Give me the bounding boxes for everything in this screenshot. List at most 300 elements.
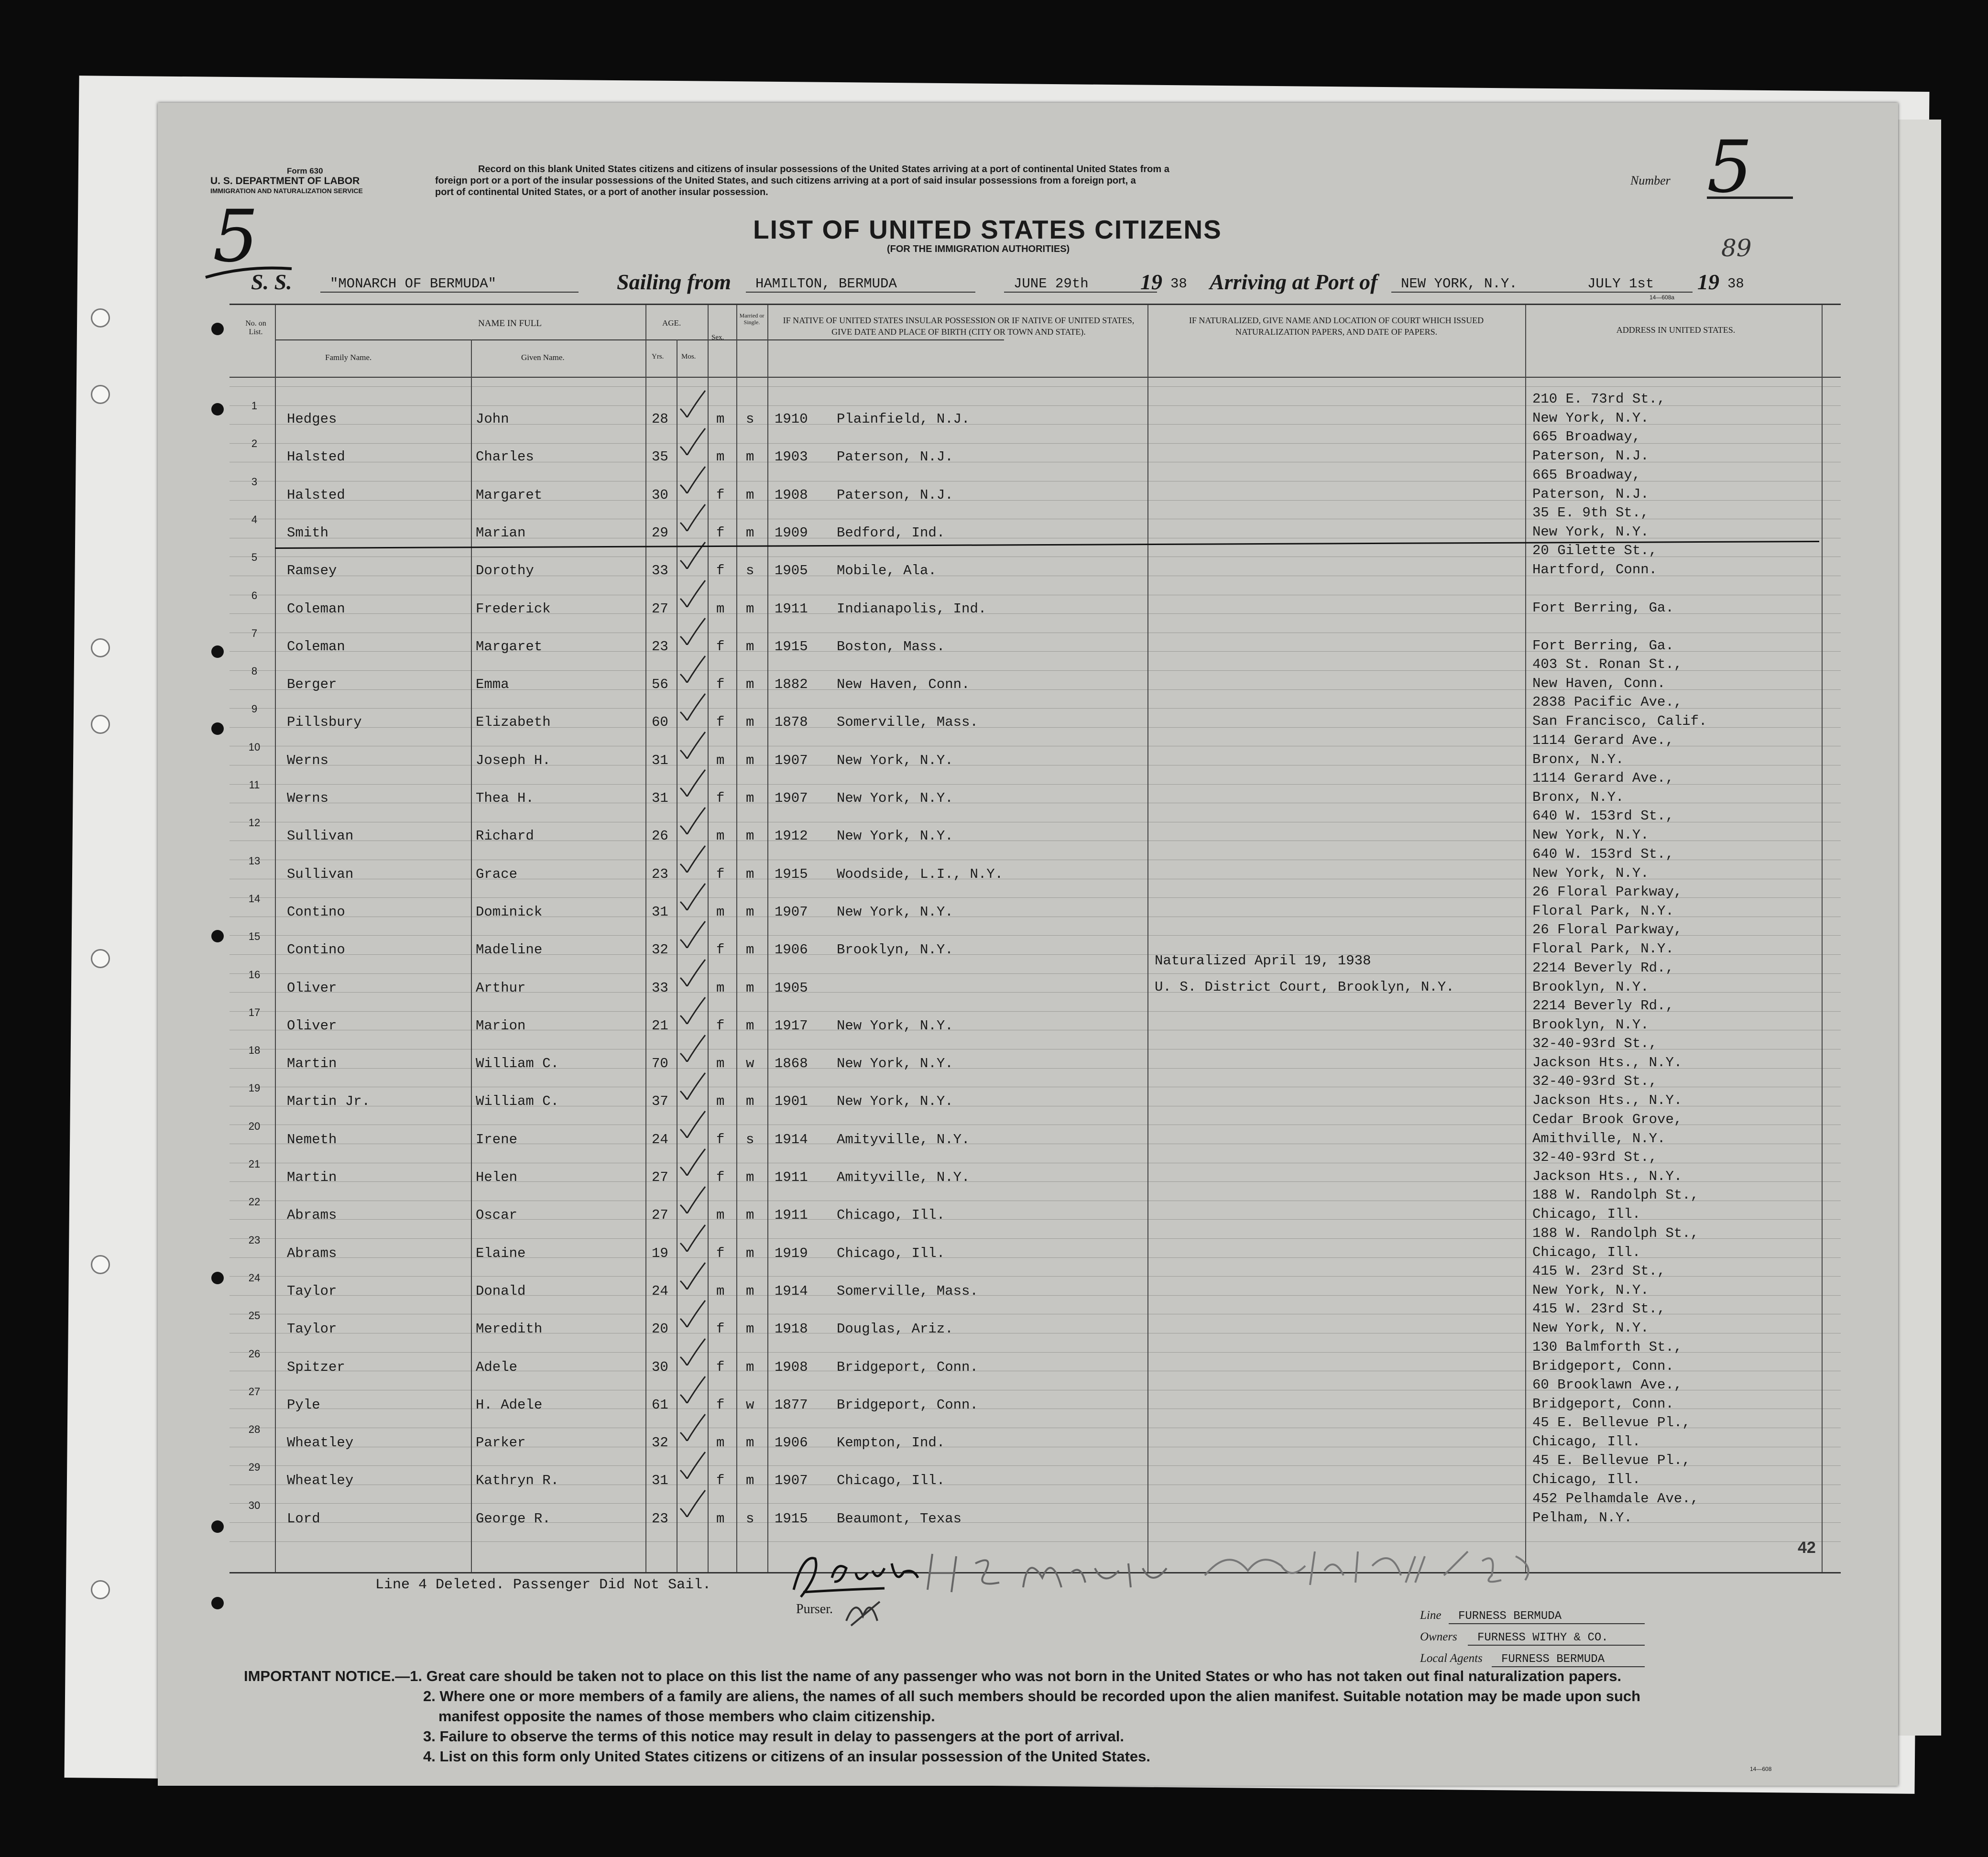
given-name: Charles: [476, 449, 534, 465]
age-years: 56: [652, 677, 668, 693]
family-name: Lord: [287, 1510, 320, 1527]
manifest-page: [158, 103, 1898, 1786]
address-line-1: 2214 Beverly Rd.,: [1532, 960, 1674, 976]
address-line-1: 665 Broadway,: [1532, 429, 1641, 445]
birth-year: 1919: [775, 1245, 808, 1261]
sex: f: [716, 1131, 725, 1147]
header-mos: Mos.: [681, 353, 696, 360]
address-line-1: 32-40-93rd St.,: [1532, 1073, 1658, 1090]
given-name: Kathryn R.: [476, 1473, 559, 1489]
checkmark-icon: [677, 1071, 710, 1100]
binder-hole: [91, 1255, 110, 1274]
print-code: 14—608a: [1649, 294, 1675, 301]
age-years: 61: [652, 1397, 668, 1413]
row-number: 20: [248, 1120, 261, 1132]
passenger-table: [229, 304, 1841, 1573]
age-years: 23: [652, 1510, 668, 1527]
given-name: Helen: [476, 1169, 518, 1185]
birth-year: 1907: [775, 790, 808, 806]
birth-year: 1917: [775, 1017, 808, 1034]
family-name: Werns: [287, 790, 329, 806]
family-name: Spitzer: [287, 1359, 345, 1375]
checkmark-icon: [677, 1412, 710, 1441]
age-years: 31: [652, 904, 668, 920]
given-name: Marian: [476, 524, 526, 541]
table-row: [229, 1111, 1841, 1155]
birth-place: Bedford, Ind.: [837, 524, 945, 541]
sex: f: [716, 487, 725, 503]
address-line-1: 45 E. Bellevue Pl.,: [1532, 1415, 1691, 1431]
birth-year: 1882: [775, 677, 808, 693]
important-notice: [244, 1666, 1640, 1767]
marital-status: s: [746, 563, 754, 579]
deletion-note: Line 4 Deleted. Passenger Did Not Sail.: [375, 1577, 711, 1593]
address-line-1: 20 Gilette St.,: [1532, 543, 1658, 559]
header-birth: IF NATIVE OF UNITED STATES INSULAR POSSESSION OR IF NATIVE OF UNITED STATES, GIVE DATE AND PLACE OF BIRTH (CITY OR TOWN AND STATE).: [783, 316, 1135, 337]
marital-status: m: [746, 1093, 754, 1110]
birth-place: Chicago, Ill.: [837, 1473, 945, 1489]
given-name: Irene: [476, 1131, 518, 1147]
address-line-1: 210 E. 73rd St.,: [1532, 391, 1666, 407]
table-row: [229, 1415, 1841, 1458]
table-row: [229, 997, 1841, 1041]
department: U. S. DEPARTMENT OF LABOR: [210, 175, 360, 186]
table-row: [229, 467, 1841, 510]
birth-year: 1905: [775, 563, 808, 579]
table-row: [229, 586, 1841, 624]
family-name: Ramsey: [287, 563, 337, 579]
address-line-1: 415 W. 23rd St.,: [1532, 1263, 1666, 1279]
family-name: Smith: [287, 524, 329, 541]
address-line-2: Pelham, N.Y.: [1532, 1509, 1632, 1526]
address-line-2: Fort Berring, Ga.: [1532, 637, 1674, 654]
address-line-2: Paterson, N.J.: [1532, 486, 1649, 502]
row-number: 2: [251, 437, 258, 450]
sex: f: [716, 638, 725, 655]
checkmark-icon: [677, 426, 710, 455]
address-line-2: Brooklyn, N.Y.: [1532, 1016, 1649, 1033]
checkmark-icon: [677, 1223, 710, 1252]
header-sex: Sex.: [711, 334, 724, 341]
birth-place: New York, N.Y.: [837, 790, 953, 806]
given-name: Margaret: [476, 487, 543, 503]
age-years: 31: [652, 790, 668, 806]
family-name: Contino: [287, 904, 345, 920]
birth-year: 1907: [775, 1473, 808, 1489]
address-line-1: 1114 Gerard Ave.,: [1532, 732, 1674, 748]
marital-status: m: [746, 1473, 754, 1489]
age-years: 31: [652, 1473, 668, 1489]
marital-status: s: [746, 1510, 754, 1527]
checkmark-icon: [677, 465, 710, 493]
birth-year: 1908: [775, 1359, 808, 1375]
marital-status: m: [746, 449, 754, 465]
row-number: 18: [248, 1044, 261, 1057]
naturalized-note: Naturalized April 19, 1938: [1155, 953, 1371, 969]
sex: m: [716, 449, 725, 465]
table-row: [229, 1376, 1841, 1420]
checkmark-icon: [677, 1109, 710, 1138]
sailing-label: Sailing from: [617, 270, 732, 294]
purser-label: Purser.: [796, 1602, 833, 1617]
given-name: George R.: [476, 1510, 551, 1527]
table-row: [229, 391, 1841, 434]
address-line-1: 130 Balmforth St.,: [1532, 1339, 1682, 1355]
page-count: 42: [1798, 1539, 1816, 1557]
row-number: 1: [251, 400, 258, 412]
marital-status: m: [746, 487, 754, 503]
given-name: Elizabeth: [476, 714, 551, 731]
table-row: [229, 1263, 1841, 1306]
row-number: 23: [248, 1234, 261, 1246]
address-line-2: Bronx, N.Y.: [1532, 751, 1624, 767]
sex: f: [716, 524, 725, 541]
family-name: Pyle: [287, 1397, 320, 1413]
sailing-from: HAMILTON, BERMUDA: [755, 276, 897, 292]
birth-year: 1911: [775, 1207, 808, 1223]
marital-status: m: [746, 942, 754, 958]
owners-label: Owners: [1420, 1630, 1457, 1643]
address-line-2: Chicago, Ill.: [1532, 1206, 1641, 1223]
birth-year: 1868: [775, 1056, 808, 1072]
address-line-2: New York, N.Y.: [1532, 1320, 1649, 1336]
birth-year: 1914: [775, 1131, 808, 1147]
row-number: 10: [248, 741, 261, 753]
intro-line-2: foreign port or a port of the insular possessions of the United States, and such citizens arriving at a port of said insular possessions from a foreign port, a: [435, 175, 1136, 186]
address-line-2: New York, N.Y.: [1532, 865, 1649, 881]
marital-status: m: [746, 1321, 754, 1337]
sex: f: [716, 866, 725, 882]
given-name: Dorothy: [476, 563, 534, 579]
address-line-2: New York, N.Y.: [1532, 524, 1649, 540]
address-line-2: Jackson Hts., N.Y.: [1532, 1092, 1682, 1109]
birth-year: 1907: [775, 904, 808, 920]
birth-place: Kempton, Ind.: [837, 1435, 945, 1451]
given-name: Donald: [476, 1283, 526, 1299]
age-years: 24: [652, 1283, 668, 1299]
checkmark-icon: [677, 1147, 710, 1176]
sex: f: [716, 1245, 725, 1261]
rule: [1468, 1645, 1645, 1646]
line-value: FURNESS BERMUDA: [1458, 1610, 1562, 1623]
birth-year: 1918: [775, 1321, 808, 1337]
given-name: Richard: [476, 828, 534, 844]
given-name: Meredith: [476, 1321, 543, 1337]
arriving-port: NEW YORK, N.Y.: [1401, 276, 1518, 292]
binder-clip: [211, 1272, 224, 1284]
address-line-1: 665 Broadway,: [1532, 467, 1641, 483]
table-row: [229, 884, 1841, 927]
address-line-2: Floral Park, N.Y.: [1532, 941, 1674, 957]
table-row: [229, 1073, 1841, 1116]
given-name: Joseph H.: [476, 752, 551, 768]
family-name: Abrams: [287, 1207, 337, 1223]
sex: m: [716, 980, 725, 996]
rule: [746, 292, 975, 293]
given-name: Grace: [476, 866, 518, 882]
marital-status: w: [746, 1397, 754, 1413]
checkmark-icon: [677, 1337, 710, 1365]
birth-place: Amityville, N.Y.: [837, 1169, 970, 1185]
rule: [320, 292, 579, 293]
given-name: Thea H.: [476, 790, 534, 806]
given-name: John: [476, 411, 509, 427]
sex: m: [716, 1093, 725, 1110]
row-number: 6: [251, 589, 258, 601]
address-line-2: New York, N.Y.: [1532, 827, 1649, 843]
address-line-1: 415 W. 23rd St.,: [1532, 1301, 1666, 1317]
arriving-date: JULY 1st: [1587, 276, 1654, 292]
checkmark-icon: [677, 654, 710, 683]
age-years: 26: [652, 828, 668, 844]
marital-status: s: [746, 411, 754, 427]
sex: m: [716, 1435, 725, 1451]
marital-status: m: [746, 752, 754, 768]
address-line-2: Chicago, Ill.: [1532, 1434, 1641, 1450]
address-line-2: Chicago, Ill.: [1532, 1244, 1641, 1260]
table-row: [229, 1490, 1841, 1534]
birth-year: 1901: [775, 1093, 808, 1110]
family-name: Martin: [287, 1169, 337, 1185]
agents-value: FURNESS BERMUDA: [1501, 1653, 1605, 1666]
binder-clip: [211, 645, 224, 658]
table-row: [229, 1187, 1841, 1230]
marital-status: m: [746, 1283, 754, 1299]
table-row: [229, 1225, 1841, 1268]
given-name: Madeline: [476, 942, 543, 958]
side-number: 5: [213, 195, 259, 278]
marital-status: m: [746, 524, 754, 541]
agents-label: Local Agents: [1420, 1652, 1483, 1665]
row-number: 19: [248, 1082, 261, 1094]
address-line-2: Amithville, N.Y.: [1532, 1130, 1666, 1147]
birth-year: 1909: [775, 524, 808, 541]
address-line-1: 45 E. Bellevue Pl.,: [1532, 1453, 1691, 1469]
table-row: [229, 1453, 1841, 1496]
address-line-2: Bridgeport, Conn.: [1532, 1358, 1674, 1374]
binder-hole: [91, 949, 110, 968]
birth-place: New York, N.Y.: [837, 752, 953, 768]
age-years: 29: [652, 524, 668, 541]
birth-place: New York, N.Y.: [837, 828, 953, 844]
birth-year: 1906: [775, 942, 808, 958]
birth-year: 1911: [775, 1169, 808, 1185]
sex: f: [716, 563, 725, 579]
sex: m: [716, 411, 725, 427]
marital-status: m: [746, 980, 754, 996]
binder-clip: [211, 403, 224, 415]
rule: [1449, 1623, 1645, 1624]
age-years: 20: [652, 1321, 668, 1337]
given-name: William C.: [476, 1056, 559, 1072]
address-line-1: Cedar Brook Grove,: [1532, 1111, 1682, 1127]
given-name: Elaine: [476, 1245, 526, 1261]
checkmark-icon: [677, 958, 710, 986]
page-title: LIST OF UNITED STATES CITIZENS: [753, 215, 1222, 244]
family-name: Halsted: [287, 449, 345, 465]
notice-item-2-cont: manifest opposite the names of those members who claim citizenship.: [438, 1708, 935, 1725]
row-number: 26: [248, 1347, 261, 1360]
birth-place: Plainfield, N.J.: [837, 411, 970, 427]
birth-place: Chicago, Ill.: [837, 1245, 945, 1261]
marital-status: m: [746, 1245, 754, 1261]
sex: f: [716, 714, 725, 731]
age-years: 23: [652, 638, 668, 655]
birth-year: 1914: [775, 1283, 808, 1299]
birth-year: 1915: [775, 638, 808, 655]
binder-hole: [91, 385, 110, 404]
family-name: Contino: [287, 942, 345, 958]
sex: f: [716, 1321, 725, 1337]
sailing-year: 38: [1170, 276, 1187, 292]
address-line-2: New Haven, Conn.: [1532, 676, 1666, 692]
birth-place: Somerville, Mass.: [837, 714, 978, 731]
age-years: 37: [652, 1093, 668, 1110]
family-name: Taylor: [287, 1283, 337, 1299]
intro-line-1: Record on this blank United States citizens and citizens of insular possessions of the United States arriving at a port of continental United States from a: [478, 164, 1169, 175]
checkmark-icon: [677, 919, 710, 948]
sailing-date: JUNE 29th: [1014, 276, 1089, 292]
checkmark-icon: [677, 1299, 710, 1327]
birth-place: Brooklyn, N.Y.: [837, 942, 953, 958]
binder-clip: [211, 722, 224, 735]
birth-place: New Haven, Conn.: [837, 677, 970, 693]
row-number: 27: [248, 1385, 261, 1398]
address-line-2: Chicago, Ill.: [1532, 1472, 1641, 1488]
intro-line-3: port of continental United States, or a port of another insular possession.: [435, 187, 768, 197]
sex: m: [716, 1510, 725, 1527]
given-name: Frederick: [476, 601, 551, 617]
birth-place: New York, N.Y.: [837, 904, 953, 920]
birth-place: Paterson, N.J.: [837, 449, 953, 465]
birth-year: 1878: [775, 714, 808, 731]
given-name: Marion: [476, 1017, 526, 1034]
given-name: Parker: [476, 1435, 526, 1451]
checkmark-icon: [677, 502, 710, 531]
family-name: Martin: [287, 1056, 337, 1072]
checkmark-icon: [677, 768, 710, 797]
sex: f: [716, 677, 725, 693]
table-row: [229, 1339, 1841, 1382]
birth-place: New York, N.Y.: [837, 1056, 953, 1072]
table-row: [229, 770, 1841, 813]
checkmark-icon: [677, 1033, 710, 1062]
birth-place: Paterson, N.J.: [837, 487, 953, 503]
row-number: 15: [248, 930, 261, 943]
table-row: [229, 429, 1841, 472]
family-name: Berger: [287, 677, 337, 693]
header-given-name: Given Name.: [521, 353, 565, 362]
binder-clip: [211, 930, 224, 942]
inspector-signature: [1200, 1537, 1544, 1595]
address-line-2: Bronx, N.Y.: [1532, 789, 1624, 805]
header-subdivider: [645, 339, 693, 340]
given-name: H. Adele: [476, 1397, 543, 1413]
sex: f: [716, 1169, 725, 1185]
header-address: ADDRESS IN UNITED STATES.: [1616, 325, 1736, 335]
address-line-1: 1114 Gerard Ave.,: [1532, 770, 1674, 786]
given-name: Margaret: [476, 638, 543, 655]
address-line-2: Paterson, N.J.: [1532, 448, 1649, 464]
row-number: 22: [248, 1196, 261, 1208]
row-number: 24: [248, 1271, 261, 1284]
binder-hole: [91, 638, 110, 657]
birth-place: Mobile, Ala.: [837, 563, 937, 579]
table-row: [229, 1301, 1841, 1344]
birth-place: New York, N.Y.: [837, 1093, 953, 1110]
family-name: Oliver: [287, 1017, 337, 1034]
address-line-1: 452 Pelhamdale Ave.,: [1532, 1490, 1699, 1507]
page-subtitle: (FOR THE IMMIGRATION AUTHORITIES): [887, 244, 1070, 254]
birth-place: Indianapolis, Ind.: [837, 601, 987, 617]
table-row: [229, 922, 1841, 965]
family-name: Sullivan: [287, 828, 354, 844]
age-years: 21: [652, 1017, 668, 1034]
given-name: William C.: [476, 1093, 559, 1110]
row-number: 12: [248, 817, 261, 829]
row-number: 11: [249, 779, 260, 791]
birth-place: Beaumont, Texas: [837, 1510, 962, 1527]
marital-status: m: [746, 1359, 754, 1375]
marital-status: m: [746, 714, 754, 731]
binder-hole: [91, 715, 110, 734]
row-number: 17: [248, 1006, 261, 1018]
header-married-single: Married or Single.: [739, 312, 765, 326]
address-line-1: 32-40-93rd St.,: [1532, 1149, 1658, 1165]
checkmark-icon: [677, 730, 710, 759]
address-line-2: Fort Berring, Ga.: [1532, 600, 1674, 616]
checkmark-icon: [677, 1185, 710, 1213]
ss-label: S. S.: [251, 270, 292, 294]
checkmark-icon: [677, 1375, 710, 1403]
checkmark-icon: [677, 540, 710, 569]
arriving-year: 38: [1727, 276, 1744, 292]
family-name: Wheatley: [287, 1473, 354, 1489]
marital-status: m: [746, 1017, 754, 1034]
table-row: [229, 694, 1841, 737]
sex: f: [716, 790, 725, 806]
age-years: 70: [652, 1056, 668, 1072]
ship-name: "MONARCH OF BERMUDA": [330, 276, 497, 292]
binder-clip: [211, 323, 224, 335]
birth-place: New York, N.Y.: [837, 1017, 953, 1034]
row-number: 14: [248, 892, 261, 905]
row-number: 16: [248, 968, 261, 981]
family-name: Pillsbury: [287, 714, 362, 731]
family-name: Wheatley: [287, 1435, 354, 1451]
birth-year: 1908: [775, 487, 808, 503]
inspector-initials: [841, 1592, 885, 1630]
address-line-1: 35 E. 9th St.,: [1532, 504, 1649, 521]
row-number: 7: [251, 627, 258, 639]
sex: f: [716, 1397, 725, 1413]
given-name: Oscar: [476, 1207, 518, 1223]
marital-status: m: [746, 1207, 754, 1223]
table-row: [229, 808, 1841, 851]
row-number: 13: [248, 854, 261, 867]
family-name: Abrams: [287, 1245, 337, 1261]
address-line-2: Floral Park, N.Y.: [1532, 903, 1674, 919]
checkmark-icon: [677, 844, 710, 873]
arriving-label: Arriving at Port of: [1210, 270, 1378, 294]
birth-place: Boston, Mass.: [837, 638, 945, 655]
marital-status: m: [746, 638, 754, 655]
birth-place: Bridgeport, Conn.: [837, 1397, 978, 1413]
table-row: [229, 732, 1841, 776]
corner-note: 89: [1721, 234, 1752, 262]
header-family-name: Family Name.: [325, 353, 372, 362]
sex: m: [716, 1283, 725, 1299]
